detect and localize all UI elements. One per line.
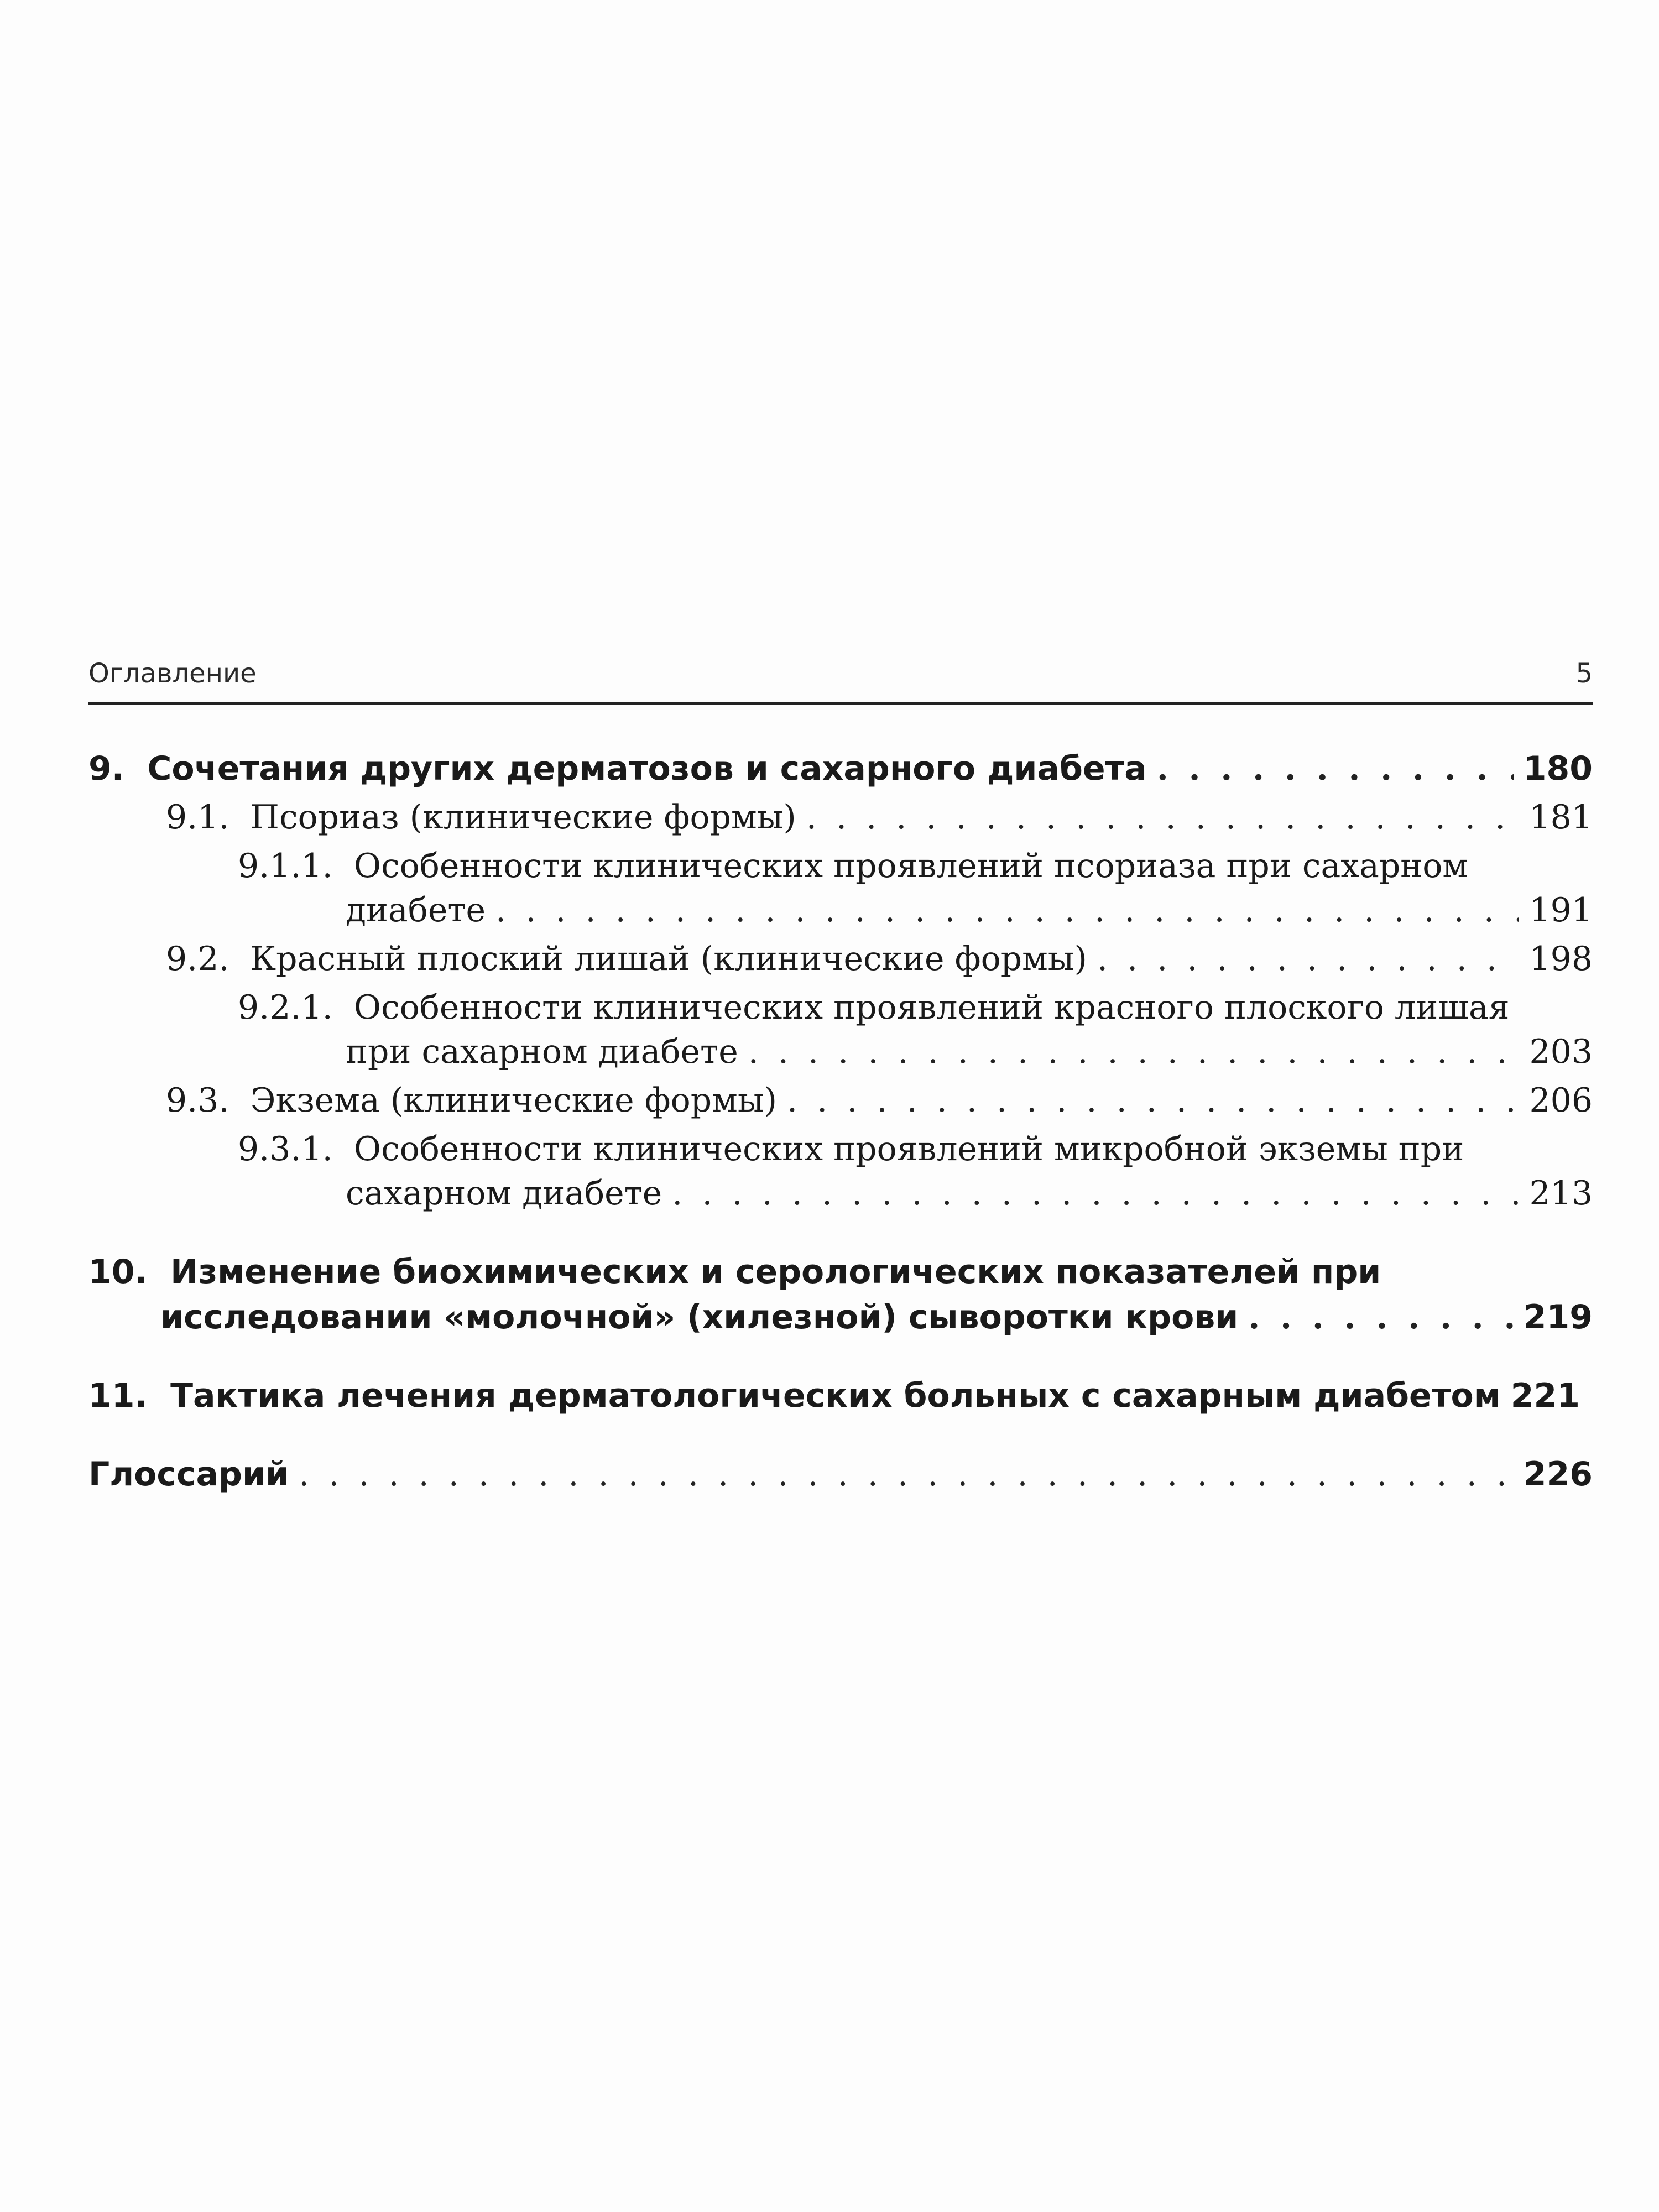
toc-number: 11. <box>88 1376 159 1415</box>
toc-leader-dots <box>1157 747 1514 791</box>
toc-title: исследовании «молочной» (хилезной) сыворотки крови <box>160 1298 1239 1337</box>
toc-title: Экзема (клинические формы) <box>250 1081 777 1120</box>
toc-entry-9-2[interactable] <box>166 937 1593 981</box>
toc-entry-glossary[interactable] <box>88 1452 1593 1496</box>
toc-leader-dots <box>495 888 1519 932</box>
toc-entry-chapter-10[interactable] <box>88 1250 1593 1294</box>
toc-leader-dots <box>299 1452 1514 1496</box>
toc-number: 9.3.1. <box>238 1130 343 1168</box>
toc-title: Тактика лечения дерматологических больных с сахарным диабетом <box>170 1376 1501 1415</box>
toc-leader-dots <box>806 795 1520 839</box>
toc-entry-chapter-10-continued[interactable] <box>160 1295 1593 1339</box>
toc-entry-chapter-11[interactable] <box>88 1374 1593 1418</box>
toc-title: Сочетания других дерматозов и сахарного диабета <box>147 749 1147 788</box>
toc-page: 213 <box>1529 1174 1593 1213</box>
toc-leader-dots <box>1248 1295 1513 1339</box>
toc-page: 226 <box>1523 1455 1593 1494</box>
toc-title: при сахарном диабете <box>346 1032 738 1071</box>
toc-leader-dots <box>672 1171 1519 1215</box>
toc-title: Псориаз (клинические формы) <box>250 798 796 837</box>
toc-entry-9-2-1-continued[interactable] <box>346 1030 1593 1074</box>
toc-number: 9.2. <box>166 940 240 978</box>
toc-number: 10. <box>88 1253 159 1291</box>
toc-title: Особенности клинических проявлений красного плоского лишая <box>353 988 1510 1027</box>
toc-page: 203 <box>1529 1032 1593 1071</box>
toc-number: 9.1.1. <box>238 847 343 885</box>
toc-entry-9-2-1[interactable] <box>238 985 1593 1030</box>
header-divider <box>88 702 1593 705</box>
header-page-number: 5 <box>1575 658 1593 689</box>
toc-leader-dots <box>787 1078 1519 1123</box>
toc-number: 9.1. <box>166 798 240 837</box>
toc-page: 206 <box>1529 1081 1593 1120</box>
toc-title: диабете <box>346 891 486 930</box>
toc-page: 181 <box>1529 798 1593 837</box>
toc-page: 198 <box>1529 940 1593 978</box>
toc-page: 221 <box>1510 1376 1580 1415</box>
toc-title: Глоссарий <box>88 1455 289 1494</box>
toc-entry-9-3[interactable] <box>166 1078 1593 1123</box>
toc-entry-chapter-9[interactable] <box>88 747 1593 791</box>
toc-number: 9.2.1. <box>238 988 343 1027</box>
toc-entry-9-3-1-continued[interactable] <box>346 1171 1593 1215</box>
toc-number: 9. <box>88 749 136 788</box>
toc-number: 9.3. <box>166 1081 240 1120</box>
toc-leader-dots <box>1097 937 1520 981</box>
toc-page: 191 <box>1529 891 1593 930</box>
toc-page: 180 <box>1523 749 1593 788</box>
toc-entry-9-3-1[interactable] <box>238 1127 1593 1171</box>
toc-title: Особенности клинических проявлений микробной экземы при <box>353 1130 1464 1168</box>
toc-entry-9-1-1[interactable] <box>238 844 1593 888</box>
toc-entry-9-1-1-continued[interactable] <box>346 888 1593 932</box>
toc-title: Изменение биохимических и серологических показателей при <box>170 1253 1381 1291</box>
toc-title: сахарном диабете <box>346 1174 662 1213</box>
toc-title: Особенности клинических проявлений псориаза при сахарном <box>353 847 1469 885</box>
toc-leader-dots <box>748 1030 1520 1074</box>
running-header <box>88 658 1593 697</box>
toc-entry-9-1[interactable] <box>166 795 1593 839</box>
toc-title: Красный плоский лишай (клинические формы) <box>250 940 1087 978</box>
toc-page: 219 <box>1523 1298 1593 1337</box>
header-title: Оглавление <box>88 658 257 689</box>
